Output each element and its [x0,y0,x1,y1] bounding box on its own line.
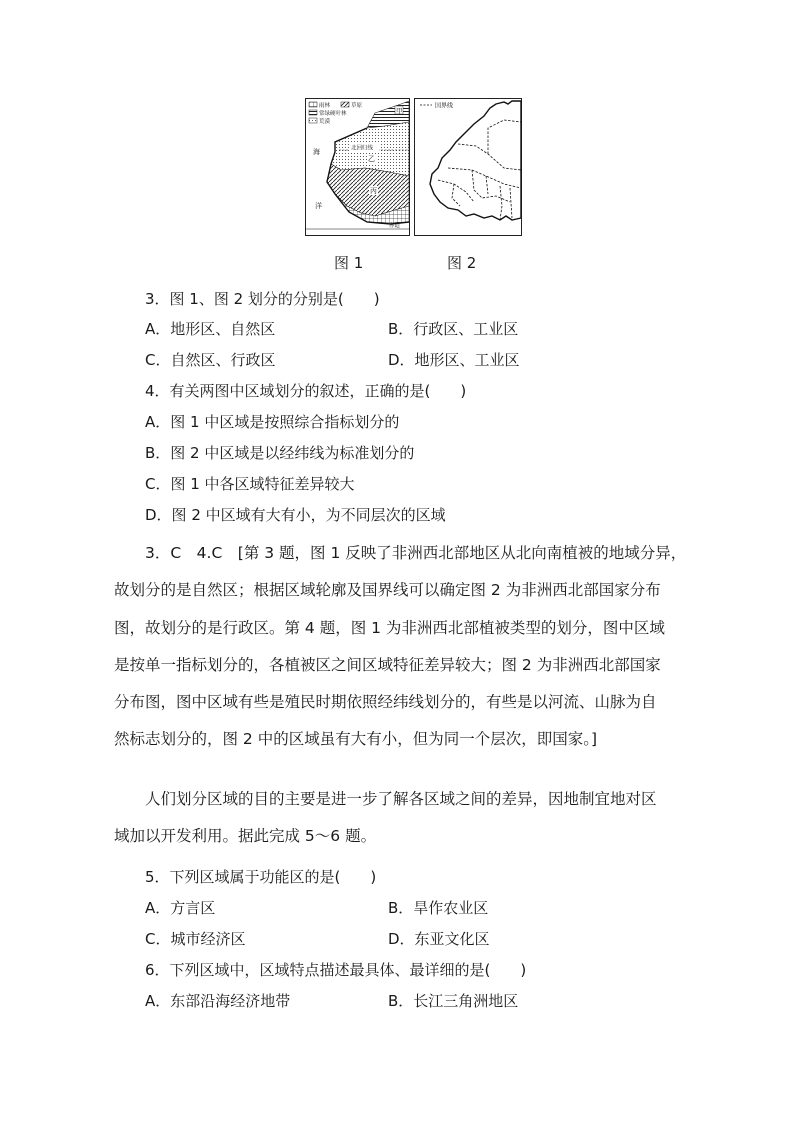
question-6-stem: 6．下列区域中，区域特点描述最具体、最详细的是( ) [145,961,527,979]
answer-line-3: 图，故划分的是行政区。第 4 题，图 1 为非洲西北部植被类型的划分，图中区域 [114,619,665,637]
label-equator: 赤道 [389,223,401,229]
question-3-option-d: D．地形区、工业区 [388,351,520,369]
answer-line-5: 分布图，图中区域有些是殖民时期依照经纬线划分的，有些是以河流、山脉为自 [114,693,657,711]
question-3-option-b: B．行政区、工业区 [388,320,519,338]
legend-savanna: 草原 [351,103,363,109]
answer-line-6: 然标志划分的，图 2 中的区域虽有大有小，但为同一个层次，即国家。] [114,730,598,748]
legend-rainforest: 雨林 [319,103,331,109]
answer-line-2: 故划分的是自然区；根据区域轮廓及国界线可以确定图 2 为非洲西北部国家分布 [114,581,661,599]
answer-line-1: 3．C 4.C [第 3 题，图 1 反映了非洲西北部地区从北向南植被的地域分异， [145,544,687,562]
label-yi: 乙 [368,155,375,163]
question-4-option-b: B．图 2 中区域是以经纬线为标准划分的 [145,444,415,462]
figure-1-caption: 图 1 [334,254,364,272]
label-bing: 丙 [370,187,377,195]
answer-line-4: 是按单一指标划分的，各植被区之间区域特征差异较大；图 2 为非洲西北部国家 [114,656,661,674]
label-jia: 甲 [396,107,403,115]
legend-sclerophyll: 常绿硬叶林 [319,111,347,117]
question-4-option-d: D．图 2 中区域有大有小，为不同层次的区域 [145,506,446,524]
intro-line-1: 人们划分区域的目的主要是进一步了解各区域之间的差异，因地制宜地对区 [145,790,657,808]
intro-line-2: 域加以开发利用。据此完成 5～6 题。 [114,827,377,845]
figure-2-caption: 图 2 [447,254,477,272]
legend-desert: 荒漠 [319,119,331,125]
question-4-option-c: C．图 1 中各区域特征差异较大 [145,475,355,493]
question-5-option-c: C．城市经济区 [145,930,246,948]
question-3-option-c: C．自然区、行政区 [145,351,276,369]
question-3-stem: 3．图 1、图 2 划分的分别是( ) [145,290,380,308]
question-5-stem: 5．下列区域属于功能区的是( ) [145,868,377,886]
question-3-option-a: A．地形区、自然区 [145,320,276,338]
figure-2-country-map [414,98,522,236]
question-4-stem: 4．有关两图中区域划分的叙述，正确的是( ) [145,382,467,400]
question-5-option-a: A．方言区 [145,899,216,917]
question-5-option-d: D．东亚文化区 [388,930,490,948]
figure-1-vegetation-map [305,98,410,236]
legend-border: 国界线 [435,102,454,110]
label-ocean-hai: 海 [313,148,320,156]
question-6-option-a: A．东部沿海经济地带 [145,992,291,1010]
question-5-option-b: B．旱作农业区 [388,899,489,917]
question-6-option-b: B．长江三角洲地区 [388,992,519,1010]
question-4-option-a: A．图 1 中区域是按照综合指标划分的 [145,413,400,431]
label-ocean-yang: 洋 [315,202,322,210]
label-tropic: 北回归线 [351,145,374,152]
